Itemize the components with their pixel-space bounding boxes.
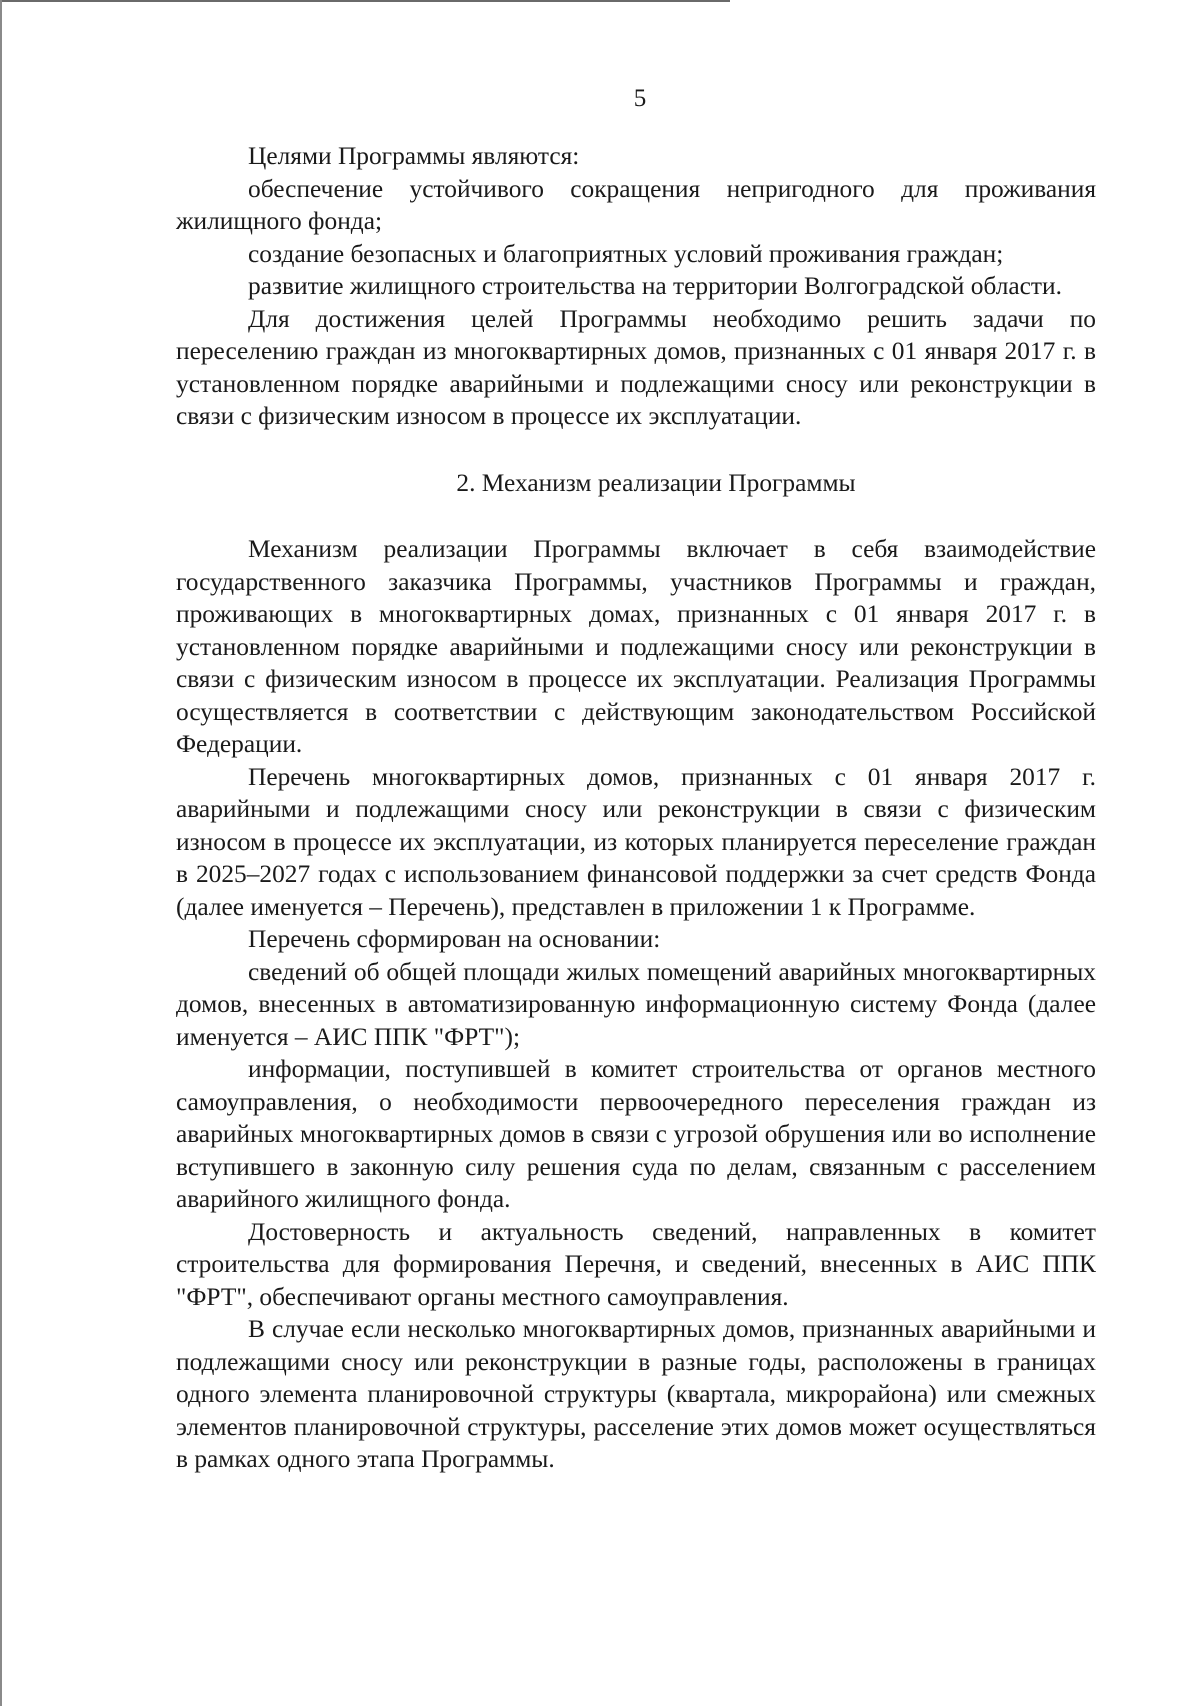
paragraph-mechanism: Механизм реализации Программы включает в себя взаимодействие государственного заказчика Программы, участников Программы и граждан, проживающих в многоквартирных домах, признанных с 01 января 2017 г. в установленном порядке аварийными и подлежащими сносу или реконструкции в связи с физическим износом в процессе их эксплуатации. Реализация Программы осуществляется в соответствии с действующим законодательством Российской Федерации. [176,535,1096,758]
paragraph-goals-intro: Целями Программы являются: [248,142,580,170]
document-body [176,140,1096,1476]
scan-edge-top [0,0,730,2]
paragraph-tasks: Для достижения целей Программы необходимо решить задачи по переселению граждан из многоквартирных домов, признанных с 01 января 2017 г. в установленном порядке аварийными и подлежащими сносу или реконструкции в связи с физическим износом в процессе их эксплуатации. [176,304,1096,430]
page-number: 5 [633,85,647,112]
paragraph-goal-3: развитие жилищного строительства на территории Волгоградской области. [248,272,1062,300]
section-heading: 2. Механизм реализации Программы [456,468,856,497]
paragraph-reliability: Достоверность и актуальность сведений, направленных в комитет строительства для формирования Перечня, и сведений, внесенных в АИС ППК "ФРТ", обеспечивают органы местного самоуправления. [176,1217,1096,1311]
scan-edge-left [0,0,2,1706]
paragraph-basis-item-1: сведений об общей площади жилых помещений аварийных многоквартирных домов, внесенных в автоматизированную информационную систему Фонда (далее именуется – АИС ППК "ФРТ"); [176,957,1096,1051]
paragraph-resettlement-stage: В случае если несколько многоквартирных домов, признанных аварийными и подлежащими сносу или реконструкции в разные годы, расположены в границах одного элемента планировочной структуры (квартала, микрорайона) или смежных элементов планировочной структуры, расселение этих домов может осуществляться в рамках одного этапа Программы. [176,1315,1096,1473]
paragraph-list-description: Перечень многоквартирных домов, признанных с 01 января 2017 г. аварийными и подлежащими сносу или реконструкции в связи с физическим износом в процессе их эксплуатации, из которых планируется переселение граждан в 2025–2027 годах с использованием финансовой поддержки за счет средств Фонда (далее именуется – Перечень), представлен в приложении 1 к Программе. [176,762,1096,921]
paragraph-list-basis: Перечень сформирован на основании: [248,925,661,953]
paragraph-basis-item-2: информации, поступившей в комитет строительства от органов местного самоуправления, о необходимости первоочередного переселения граждан из аварийных многоквартирных домов в связи с угрозой обрушения или во исполнение вступившего в законную силу решения суда по делам, связанным с расселением аварийного жилищного фонда. [176,1055,1096,1213]
spacer [176,499,1096,533]
paragraph-goal-1: обеспечение устойчивого сокращения непригодного для проживания жилищного фонда; [176,174,1096,235]
paragraph-goal-2: создание безопасных и благоприятных условий проживания граждан; [248,239,1004,268]
spacer [176,433,1096,467]
